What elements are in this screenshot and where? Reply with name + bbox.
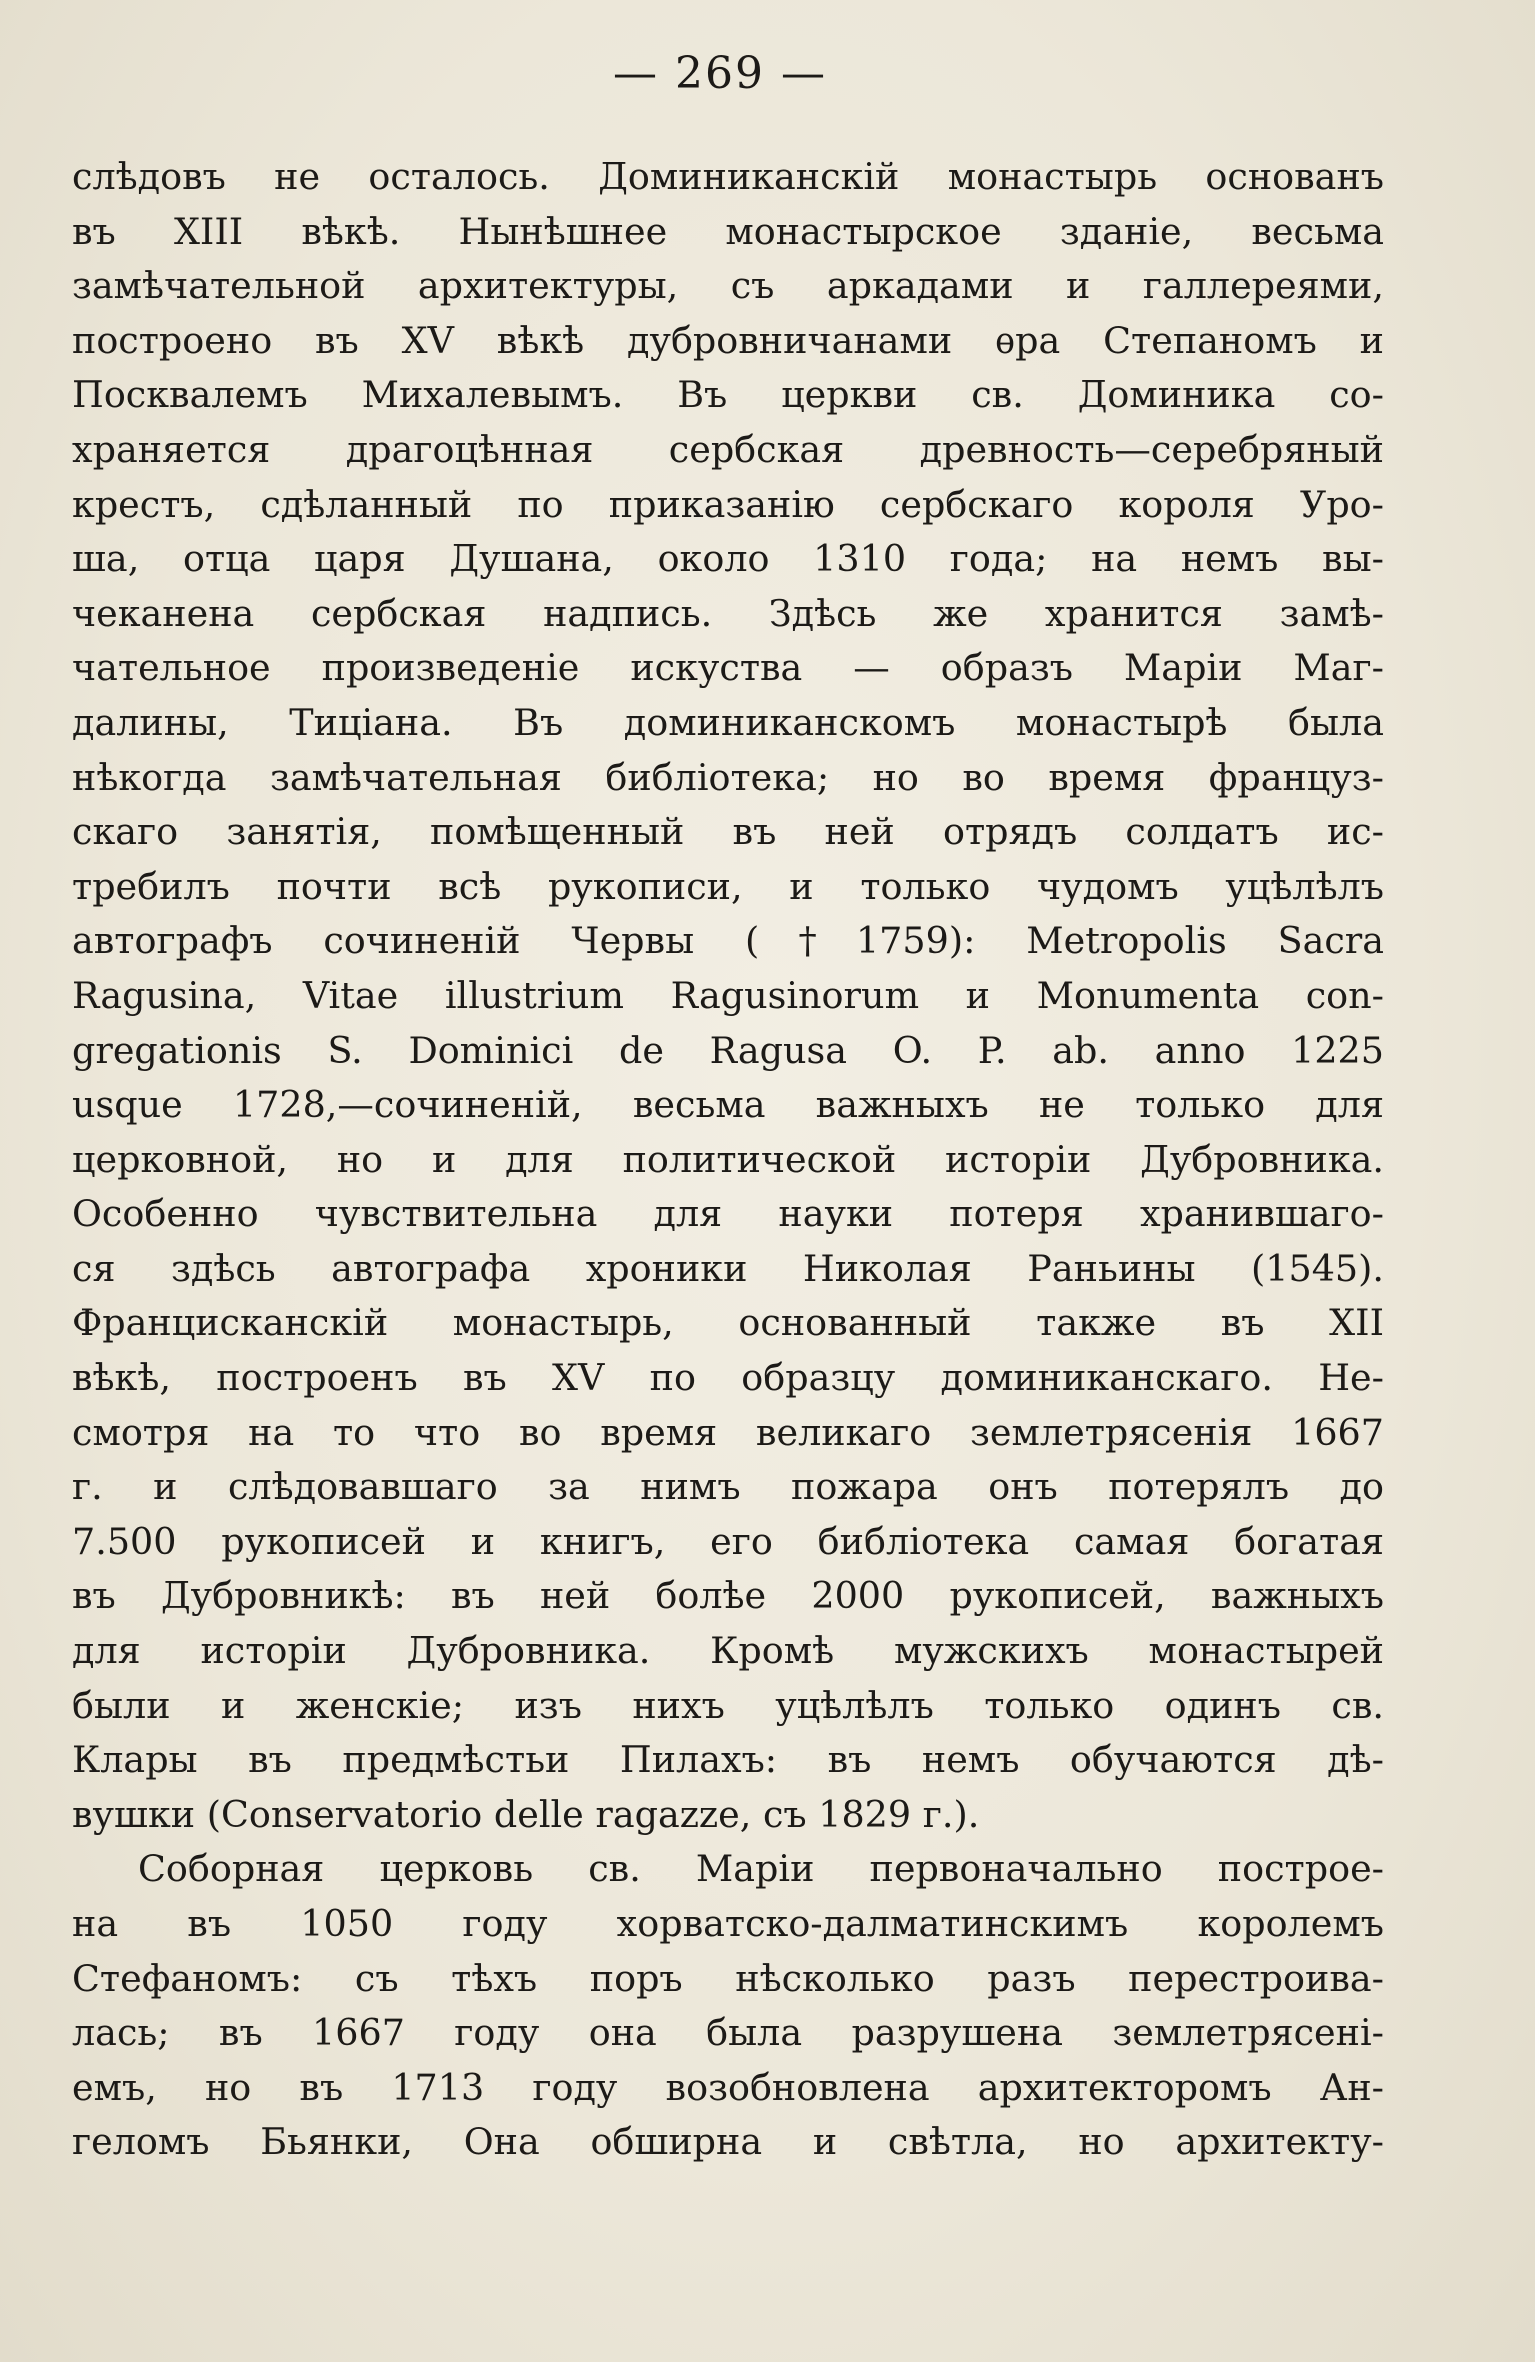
text-line: вѣкѣ, построенъ въ XV по образцу доминиканскаго. Не- xyxy=(72,1356,1384,1400)
text-line: чеканена сербская надпись. Здѣсь же хранится замѣ- xyxy=(72,591,1384,635)
text-line: церковной, но и для политической исторіи Дубровника. xyxy=(72,1137,1384,1181)
text-line: на въ 1050 году хорватско-далматинскимъ королемъ xyxy=(72,1902,1384,1945)
body-text xyxy=(72,150,1384,2170)
text-line: въ Дубровникѣ: въ ней болѣе 2000 рукописей, важныхъ xyxy=(72,1574,1384,1618)
text-line: скаго занятія, помѣщенный въ ней отрядъ солдатъ ис- xyxy=(72,810,1384,854)
text-line: для исторіи Дубровника. Кромѣ мужскихъ монастырей xyxy=(72,1629,1384,1673)
text-line: геломъ Бьянки, Она обширна и свѣтла, но архитекту- xyxy=(72,2120,1384,2164)
text-line: замѣчательной архитектуры, съ аркадами и галлереями, xyxy=(72,264,1384,308)
text-line: г. и слѣдовавшаго за нимъ пожара онъ потерялъ до xyxy=(72,1465,1384,1509)
text-line: были и женскіе; изъ нихъ уцѣлѣлъ только одинъ св. xyxy=(72,1683,1384,1727)
page-number: — 269 — xyxy=(613,48,827,99)
text-line: чательное произведеніе искуства — образъ Маріи Маг- xyxy=(72,646,1384,690)
text-line: Клары въ предмѣстьи Пилахъ: въ немъ обучаются дѣ- xyxy=(72,1738,1384,1782)
text-line: gregationis S. Dominici de Ragusa O. P. ab. anno 1225 xyxy=(72,1028,1384,1072)
text-line: слѣдовъ не осталось. Доминиканскій монастырь основанъ xyxy=(72,155,1384,198)
text-line: ся здѣсь автографа хроники Николая Раньины (1545). xyxy=(72,1246,1384,1290)
text-line: usque 1728,—сочиненій, весьма важныхъ не только для xyxy=(72,1083,1384,1127)
text-line: крестъ, сдѣланный по приказанію сербскаго короля Уро- xyxy=(72,482,1384,526)
text-line: ша, отца царя Душана, около 1310 года; на немъ вы- xyxy=(72,537,1384,581)
text-line: далины, Тиціана. Въ доминиканскомъ монастырѣ была xyxy=(72,700,1384,744)
text-line: построено въ XV вѣкѣ дубровничанами ѳра Степаномъ и xyxy=(72,318,1384,362)
text-line: нѣкогда замѣчательная библіотека; но во время француз- xyxy=(72,755,1384,799)
text-line: вушки (Conservatorio delle ragazze, съ 1829 г.). xyxy=(72,1792,980,1836)
text-line: Ragusina, Vitae illustrium Ragusinorum и Monumenta con- xyxy=(72,973,1384,1017)
text-line: автографъ сочиненій Червы (†1759): Metropolis Sacra xyxy=(72,919,1384,963)
text-line: смотря на то что во время великаго землетрясенія 1667 xyxy=(72,1410,1384,1454)
text-line: требилъ почти всѣ рукописи, и только чудомъ уцѣлѣлъ xyxy=(72,864,1384,908)
text-line: лась; въ 1667 году она была разрушена землетрясені- xyxy=(72,2011,1384,2055)
text-line: храняется драгоцѣнная сербская древность—серебряный xyxy=(72,427,1384,471)
text-line: Посквалемъ Михалевымъ. Въ церкви св. Доминика со- xyxy=(72,373,1384,417)
text-line: Соборная церковь св. Маріи первоначально построе- xyxy=(138,1847,1384,1891)
text-line: въ XIII вѣкѣ. Нынѣшнее монастырское зданіе, весьма xyxy=(72,209,1384,253)
text-line: Стефаномъ: съ тѣхъ поръ нѣсколько разъ перестроива- xyxy=(72,1956,1384,2000)
text-line: 7.500 рукописей и книгъ, его библіотека самая богатая xyxy=(72,1519,1384,1563)
text-line: Францисканскій монастырь, основанный также въ XII xyxy=(72,1301,1384,1345)
text-line: емъ, но въ 1713 году возобновлена архитекторомъ Ан- xyxy=(72,2065,1384,2109)
text-line: Особенно чувствительна для науки потеря хранившаго- xyxy=(72,1192,1384,1236)
